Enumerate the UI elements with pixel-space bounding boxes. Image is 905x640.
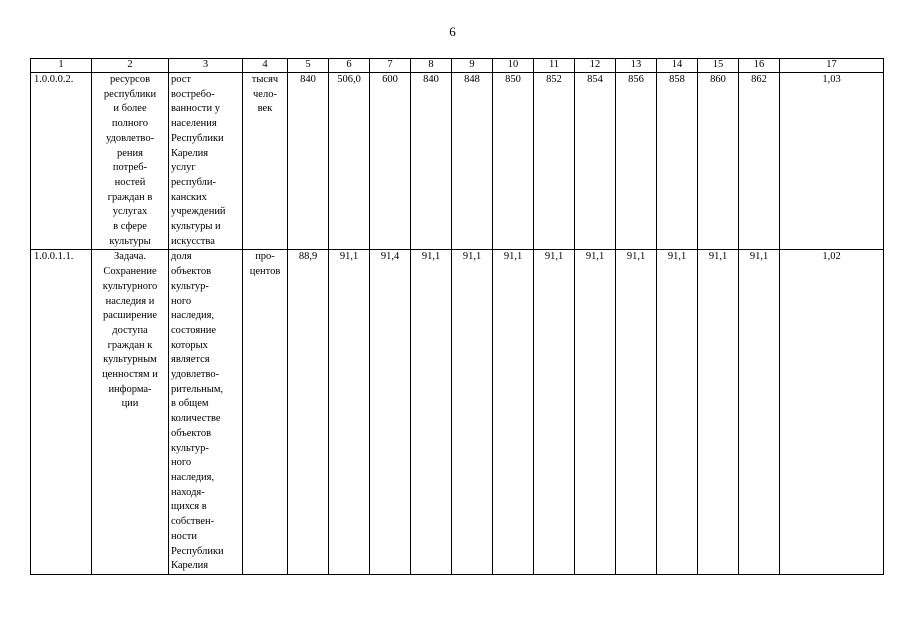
value-cell: 852	[534, 73, 575, 250]
column-header-1: 1	[31, 59, 92, 73]
column-header-16: 16	[739, 59, 780, 73]
value-cell: 856	[616, 73, 657, 250]
indicator-cell-line: культур-	[171, 442, 209, 454]
indicator-cell	[169, 250, 243, 574]
indicator-cell	[169, 73, 243, 250]
value-cell: 91,1	[657, 250, 698, 574]
value-cell: 1,02	[780, 250, 884, 574]
row-code: 1.0.0.0.2.	[31, 73, 92, 250]
goal-cell-line: культурным	[103, 354, 157, 366]
indicator-cell-line: наследия,	[171, 310, 215, 322]
goal-cell-line: граждан к	[107, 339, 153, 351]
goal-cell-line: граждан в	[107, 191, 153, 203]
indicator-cell-line: объектов	[171, 266, 212, 278]
goal-cell-line: Задача.	[113, 251, 147, 263]
indicator-cell-line: удовлетво-	[171, 369, 220, 381]
indicator-cell-line: состояние	[171, 324, 217, 336]
column-header-6: 6	[329, 59, 370, 73]
goal-cell-line: ностей	[114, 176, 146, 188]
goal-cell-line: доступа	[112, 324, 148, 336]
value-cell: 91,1	[575, 250, 616, 574]
indicator-cell-line: учреждений	[171, 206, 226, 218]
value-cell: 600	[370, 73, 411, 250]
indicator-cell-line: культур-	[171, 280, 209, 292]
column-header-14: 14	[657, 59, 698, 73]
unit-cell-line: про-	[255, 251, 275, 263]
goal-cell-line: ценностям и	[102, 369, 158, 381]
indicator-cell-line: искусства	[171, 235, 215, 247]
goal-cell-line: культуры	[109, 235, 151, 247]
goal-cell-line: и более	[113, 103, 147, 115]
indicator-cell-line: рост	[171, 74, 192, 85]
value-cell: 862	[739, 73, 780, 250]
value-cell: 91,1	[411, 250, 452, 574]
goal-cell-line: рения	[117, 147, 143, 159]
indicator-cell-line: объектов	[171, 427, 212, 439]
goal-cell-line: потреб-	[112, 162, 148, 174]
column-header-10: 10	[493, 59, 534, 73]
column-header-12: 12	[575, 59, 616, 73]
value-cell: 91,1	[698, 250, 739, 574]
indicator-cell-line: ности	[171, 530, 197, 542]
header-row	[31, 59, 884, 73]
indicator-cell-line: доля	[171, 251, 192, 263]
unit-cell-line: центов	[249, 266, 281, 278]
value-cell: 506,0	[329, 73, 370, 250]
value-cell: 91,1	[452, 250, 493, 574]
goal-cell-line: в сфере	[113, 221, 147, 233]
value-cell: 850	[493, 73, 534, 250]
goal-cell-line: полного	[111, 118, 149, 130]
indicator-cell-line: которых	[171, 339, 208, 351]
value-cell: 848	[452, 73, 493, 250]
table-row	[31, 250, 884, 574]
value-cell: 1,03	[780, 73, 884, 250]
indicator-cell-line: Карелия	[171, 560, 209, 572]
indicator-cell-line: культуры и	[171, 221, 221, 233]
value-cell: 91,4	[370, 250, 411, 574]
unit-cell-line: чело-	[253, 88, 277, 100]
page-number: 6	[449, 24, 456, 39]
indicator-cell-line: рительным,	[171, 383, 224, 395]
value-cell: 840	[411, 73, 452, 250]
table-body	[31, 73, 884, 575]
indicator-cell-line: Республики	[171, 545, 224, 557]
goal-cell-line: ресурсов	[109, 74, 151, 85]
indicator-cell-line: в общем	[171, 398, 209, 410]
column-header-5: 5	[288, 59, 329, 73]
goal-cell	[92, 73, 169, 250]
indicator-cell-line: населения	[171, 118, 217, 130]
unit-cell-line: тысяч	[251, 74, 279, 85]
indicator-cell-line: находя-	[171, 486, 205, 498]
goal-cell-line: наследия и	[105, 295, 155, 307]
column-header-15: 15	[698, 59, 739, 73]
unit-cell	[243, 73, 288, 250]
value-cell: 91,1	[616, 250, 657, 574]
column-header-11: 11	[534, 59, 575, 73]
indicator-cell-line: наследия,	[171, 471, 215, 483]
column-header-2: 2	[92, 59, 169, 73]
column-header-3: 3	[169, 59, 243, 73]
value-cell: 854	[575, 73, 616, 250]
value-cell: 840	[288, 73, 329, 250]
value-cell: 91,1	[739, 250, 780, 574]
data-table	[30, 58, 884, 575]
value-cell: 91,1	[493, 250, 534, 574]
value-cell: 91,1	[534, 250, 575, 574]
goal-cell-line: культурного	[102, 280, 158, 292]
indicator-cell-line: востребо-	[171, 88, 215, 100]
column-header-17: 17	[780, 59, 884, 73]
goal-cell-line: информа-	[108, 383, 152, 395]
indicator-cell-line: щихся в	[171, 501, 207, 513]
column-header-4: 4	[243, 59, 288, 73]
column-header-9: 9	[452, 59, 493, 73]
value-cell: 860	[698, 73, 739, 250]
indicator-cell-line: является	[171, 354, 210, 366]
column-header-7: 7	[370, 59, 411, 73]
indicator-cell-line: канских	[171, 191, 207, 203]
indicator-cell-line: услуг	[171, 162, 196, 174]
goal-cell-line: республики	[103, 88, 157, 100]
indicator-cell-line: собствен-	[171, 516, 215, 528]
unit-cell	[243, 250, 288, 574]
value-cell: 91,1	[329, 250, 370, 574]
unit-cell-line: век	[257, 103, 273, 115]
indicator-cell-line: ного	[171, 457, 192, 469]
goal-cell-line: Сохранение	[103, 266, 157, 278]
goal-cell-line: услугах	[112, 206, 148, 218]
indicator-cell-line: ного	[171, 295, 192, 307]
value-cell: 88,9	[288, 250, 329, 574]
indicator-cell-line: ванности у	[171, 103, 220, 115]
goal-cell-line: удовлетво-	[105, 132, 155, 144]
indicator-cell-line: республи-	[171, 176, 216, 188]
column-header-13: 13	[616, 59, 657, 73]
value-cell: 858	[657, 73, 698, 250]
goal-cell	[92, 250, 169, 574]
indicator-cell-line: количестве	[171, 413, 221, 425]
goal-cell-line: ции	[121, 398, 139, 410]
indicator-cell-line: Республики	[171, 132, 224, 144]
row-code: 1.0.0.1.1.	[31, 250, 92, 574]
indicator-cell-line: Карелия	[171, 147, 209, 159]
table-row	[31, 73, 884, 250]
goal-cell-line: расширение	[102, 310, 158, 322]
column-header-8: 8	[411, 59, 452, 73]
